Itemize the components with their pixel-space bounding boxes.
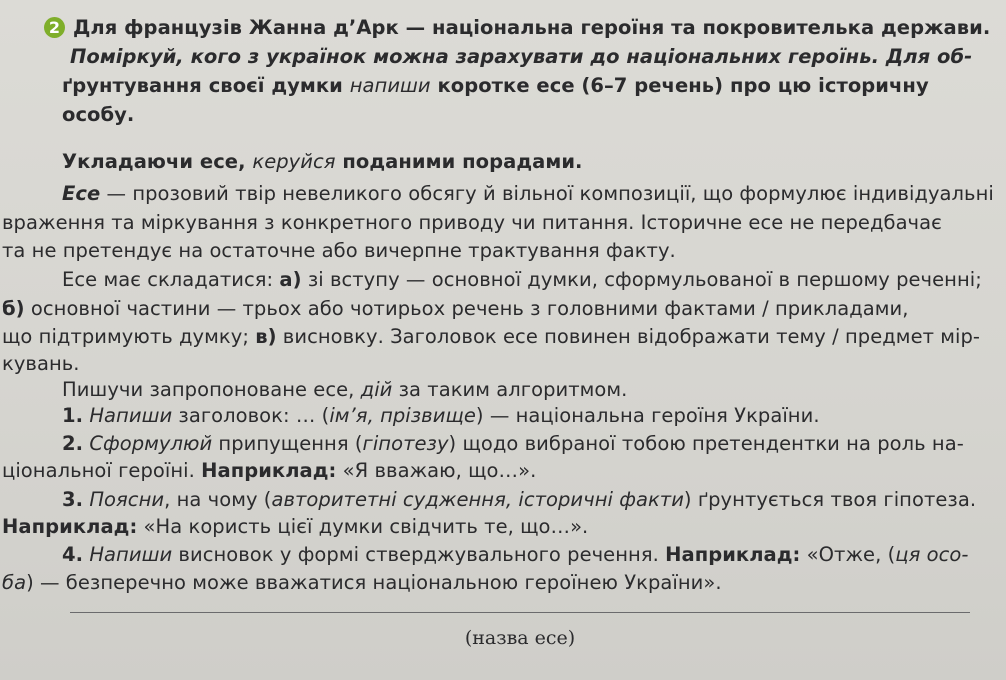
advice-c: поданими порадами.	[335, 150, 583, 173]
step-2-num: 2.	[62, 432, 84, 455]
task-line-4	[62, 103, 1006, 127]
step-4	[62, 543, 1002, 567]
struct-line-2	[2, 297, 1006, 321]
struct-text-2b: основної частини — трьох або чотирьох речень з головними фактами / прикладами,	[24, 297, 909, 320]
step-4-example: Наприклад:	[665, 543, 801, 566]
step-3	[62, 488, 1002, 512]
essay-title-caption: (назва есе)	[464, 627, 576, 649]
step-2-italic: гіпотезу	[362, 432, 449, 455]
step-2	[62, 432, 1002, 456]
step-3-verb: Поясни	[89, 488, 165, 511]
step-3-cont-b: «На користь цієї думки свідчить те, що…».	[137, 515, 589, 538]
step-4-rest: висновок у формі стверджувального речення.	[172, 543, 666, 566]
struct-marker-c: в)	[255, 325, 277, 348]
def-term: Есе	[62, 182, 101, 205]
task-text-3c: коротке есе (6–7 речень) про цю історичну	[430, 74, 929, 97]
step-3-rest: , на чому (	[164, 488, 272, 511]
step-3-rest2: ) ґрунтується твоя гіпотеза.	[683, 488, 977, 511]
task-text-2: Поміркуй, кого з українок можна зарахувати до національних героїнь. Для об-	[70, 45, 973, 68]
step-2-example: Наприклад:	[201, 459, 337, 482]
task-line-1	[44, 16, 1004, 40]
struct-marker-a: а)	[279, 268, 302, 291]
step-4-num: 4.	[62, 543, 84, 566]
def-line-3	[2, 239, 1006, 263]
step-1-italic: ім’я, прізвище	[329, 404, 476, 427]
step-4-verb: Напиши	[89, 543, 173, 566]
def-line-2	[2, 211, 1006, 235]
step-2-cont-a: ціональної героїні.	[2, 459, 202, 482]
struct-marker-b: б)	[2, 297, 25, 320]
step-4-rest2: «Отже, (	[800, 543, 896, 566]
step-2-rest2: ) щодо вибраної тобою претендентки на роль на-	[448, 432, 964, 455]
step-2-verb: Сформулюй	[89, 432, 213, 455]
step-2-cont	[2, 459, 1006, 483]
algo-line	[62, 378, 1006, 402]
def-text-1: — прозовий твір невеликого обсягу й вільної композиції, що формулює індивідуальні	[100, 182, 994, 205]
advice-b: керуйся	[252, 150, 336, 173]
algo-c: за таким алгоритмом.	[392, 378, 628, 401]
step-1	[62, 404, 1006, 428]
step-3-num: 3.	[62, 488, 84, 511]
struct-text-3c: висновку. Заголовок есе повинен відображати тему / предмет мір-	[276, 325, 981, 348]
algo-a: Пишучи запропоноване есе,	[62, 378, 361, 401]
algo-b: дій	[360, 378, 393, 401]
task-text-4: особу.	[62, 103, 135, 126]
step-4-cont-b: ) — безперечно може вважатися національною героїнею України».	[26, 571, 722, 594]
advice-line	[62, 150, 1006, 174]
advice-a: Укладаючи есе,	[62, 150, 253, 173]
step-2-rest: припущення (	[212, 432, 363, 455]
task-line-3	[62, 74, 1002, 98]
task-verb-write: напиши	[349, 74, 431, 97]
struct-line-4	[2, 352, 1006, 376]
task-text-3a: ґрунтування своєї думки	[62, 74, 350, 97]
step-3-italic: авторитетні судження, історичні факти	[271, 488, 684, 511]
title-writing-line[interactable]	[70, 612, 970, 613]
struct-line-3	[2, 325, 1006, 349]
step-1-num: 1.	[62, 404, 84, 427]
struct-text-1c: зі вступу — основної думки, сформульованої в першому реченні;	[301, 268, 982, 291]
step-4-cont-italic: ба	[2, 571, 27, 594]
step-2-cont-c: «Я вважаю, що…».	[336, 459, 537, 482]
step-4-cont	[2, 571, 1006, 595]
step-3-cont	[2, 515, 1006, 539]
task-text-1: Для французів Жанна д’Арк — національна героїня та покровителька держави.	[73, 16, 991, 39]
task-number-badge: 2	[44, 17, 65, 38]
struct-text-3a: що підтримують думку;	[2, 325, 256, 348]
step-1-verb: Напиши	[89, 404, 173, 427]
def-text-2: враження та міркування з конкретного приводу чи питання. Історичне есе не передбачає	[2, 211, 942, 234]
struct-line-1	[62, 268, 1002, 292]
step-1-rest2: ) — національна героїня України.	[475, 404, 820, 427]
struct-text-4: кувань.	[2, 352, 80, 375]
def-text-3: та не претендує на остаточне або вичерпне трактування факту.	[2, 239, 676, 262]
step-1-rest: заголовок: … (	[172, 404, 330, 427]
task-line-2	[70, 45, 1000, 69]
step-3-example: Наприклад:	[2, 515, 138, 538]
step-4-italic: ця осо-	[895, 543, 969, 566]
def-line-1	[62, 182, 1002, 206]
struct-text-1a: Есе має складатися:	[62, 268, 280, 291]
